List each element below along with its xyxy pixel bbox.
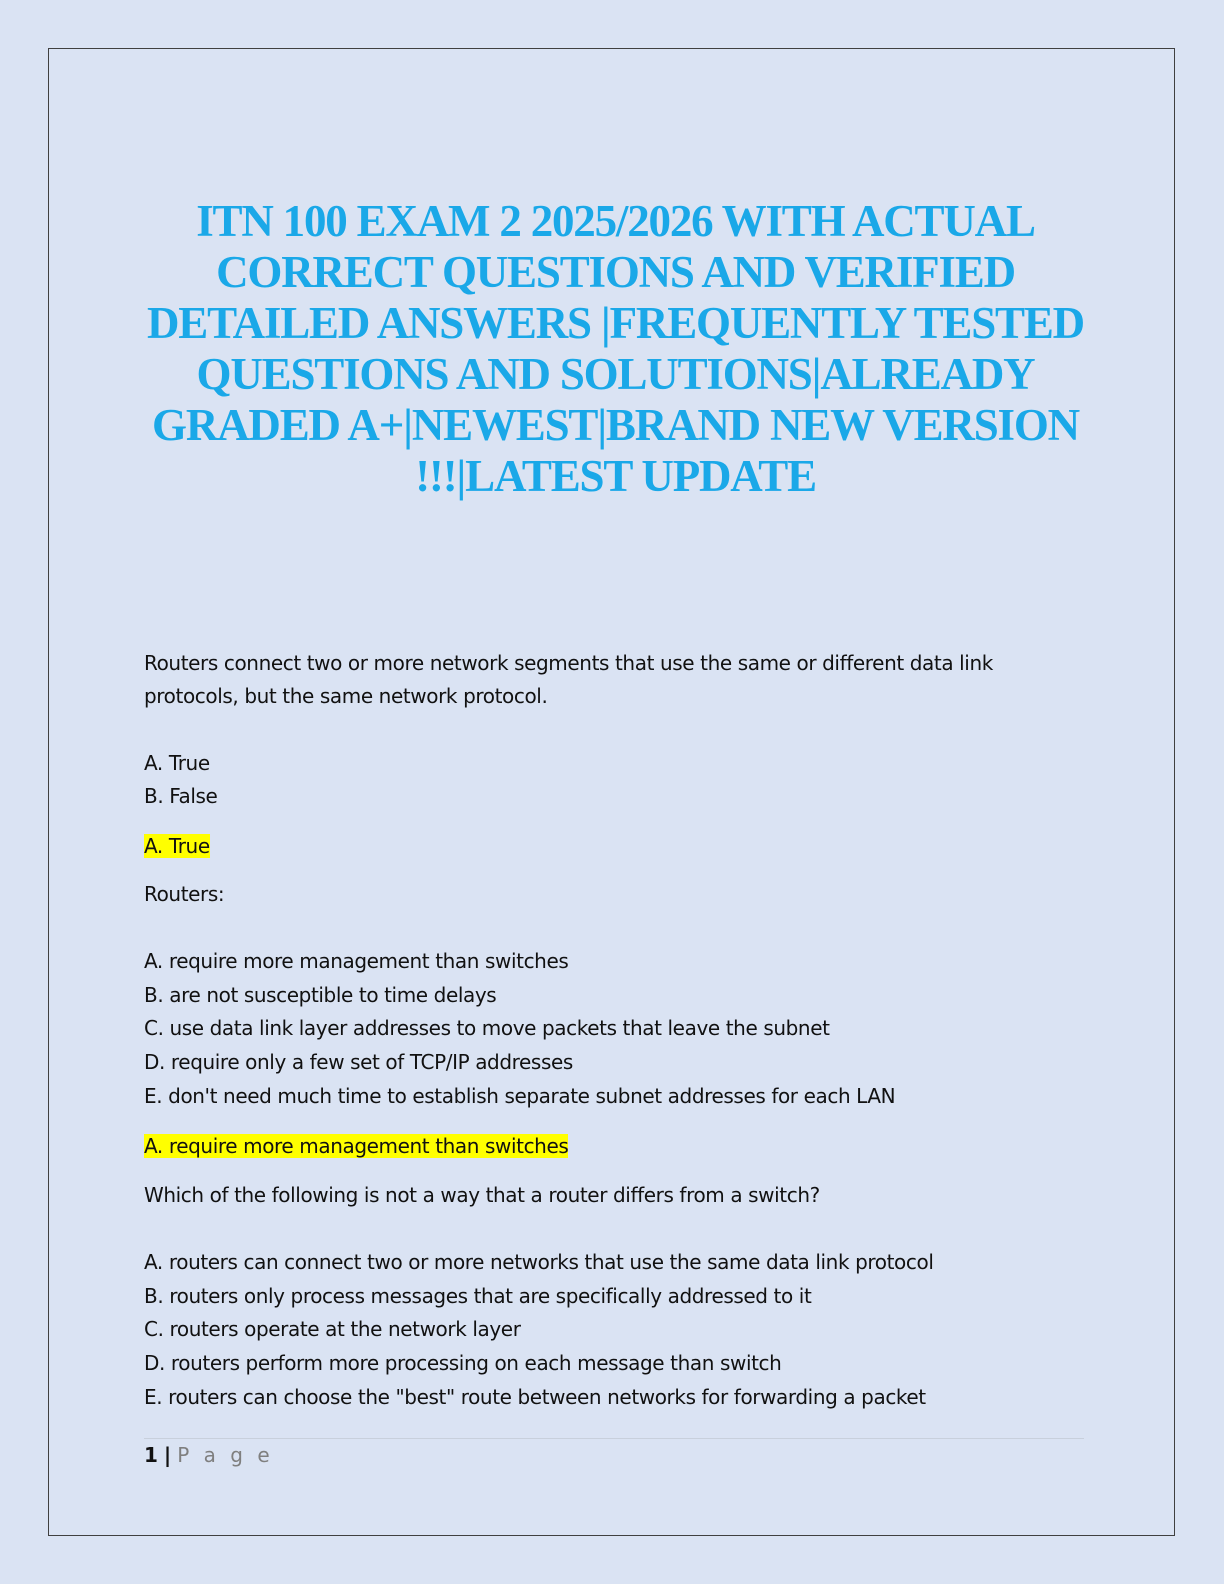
question-1-answer-line	[144, 831, 210, 861]
question-2-option: A. require more management than switches	[144, 949, 569, 973]
question-2-option: D. require only a few set of TCP/IP addresses	[144, 1050, 573, 1074]
question-1-answer: A. True	[144, 834, 210, 858]
question-2-option: E. don't need much time to establish separate subnet addresses for each LAN	[144, 1084, 896, 1108]
question-1-option: B. False	[144, 784, 218, 808]
question-2-answer-line	[144, 1131, 568, 1161]
question-3-option: E. routers can choose the "best" route between networks for forwarding a packet	[144, 1385, 926, 1409]
question-2-answer: A. require more management than switches	[144, 1134, 569, 1158]
document-title	[120, 196, 1111, 502]
question-3-option: C. routers operate at the network layer	[144, 1317, 521, 1341]
question-1-stem: Routers connect two or more network segments that use the same or different data link	[144, 651, 993, 675]
question-3-option: D. routers perform more processing on each message than switch	[144, 1351, 782, 1375]
question-1-option: A. True	[144, 751, 210, 775]
question-1-stem: protocols, but the same network protocol.	[144, 684, 548, 708]
title-line: GRADED A+|NEWEST|BRAND NEW VERSION	[152, 400, 1079, 450]
question-2-option: B. are not susceptible to time delays	[144, 983, 497, 1007]
question-2-stem: Routers:	[144, 882, 225, 906]
page-footer	[144, 1438, 1084, 1479]
footer-separator: |	[163, 1443, 172, 1467]
title-line: CORRECT QUESTIONS AND VERIFIED	[216, 247, 1015, 297]
title-line: ITN 100 EXAM 2 2025/2026 WITH ACTUAL	[196, 196, 1035, 246]
page-number: 1	[144, 1443, 158, 1467]
question-2-option: C. use data link layer addresses to move packets that leave the subnet	[144, 1016, 830, 1040]
question-3-stem: Which of the following is not a way that a router differs from a switch?	[144, 1183, 820, 1207]
question-3-option: B. routers only process messages that are specifically addressed to it	[144, 1284, 812, 1308]
title-line: !!!|LATEST UPDATE	[415, 451, 816, 501]
page-label: P a g e	[177, 1443, 274, 1467]
title-line: DETAILED ANSWERS |FREQUENTLY TESTED	[147, 298, 1084, 348]
title-line: QUESTIONS AND SOLUTIONS|ALREADY	[196, 349, 1035, 399]
question-3-option: A. routers can connect two or more networks that use the same data link protocol	[144, 1250, 934, 1274]
